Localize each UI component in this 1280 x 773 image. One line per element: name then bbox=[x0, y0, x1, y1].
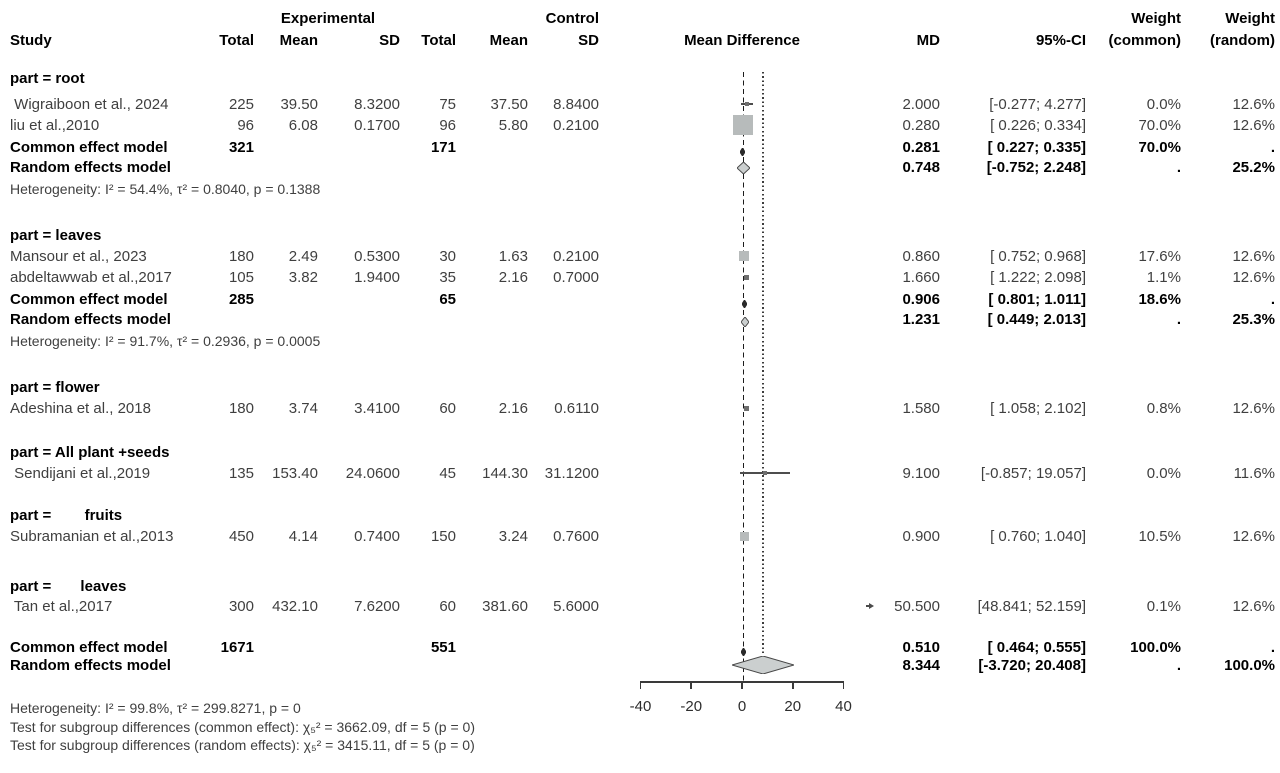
cell-etotal: 285 bbox=[228, 290, 254, 308]
heterogeneity-text: Heterogeneity: I² = 91.7%, τ² = 0.2936, p = 0.0005 bbox=[10, 332, 321, 349]
model-label: Common effect model bbox=[10, 638, 168, 656]
model-label: Random effects model bbox=[10, 656, 171, 674]
cell-wc: 10.5% bbox=[1138, 527, 1181, 545]
col-header-ctrl-mean: Mean bbox=[489, 32, 528, 49]
cell-md: 0.900 bbox=[902, 527, 940, 545]
cell-csd: 8.8400 bbox=[553, 95, 599, 113]
header-control: Control bbox=[545, 10, 599, 27]
study-row bbox=[0, 596, 1280, 617]
x-axis-tick-label: -40 bbox=[629, 698, 652, 715]
cell-md: 0.906 bbox=[902, 290, 940, 308]
summary-diamond bbox=[741, 314, 749, 324]
model-label: Random effects model bbox=[10, 158, 171, 176]
x-axis-tick-label: 40 bbox=[835, 698, 852, 715]
cell-ci: [-0.857; 19.057] bbox=[980, 464, 1086, 482]
cell-ctotal: 551 bbox=[430, 638, 456, 656]
cell-wr: 12.6% bbox=[1232, 399, 1275, 417]
cell-ctotal: 30 bbox=[439, 247, 456, 265]
group-label: part = leaves bbox=[10, 577, 127, 595]
cell-wr: 12.6% bbox=[1232, 268, 1275, 286]
cell-ctotal: 75 bbox=[439, 95, 456, 113]
cell-wc: 70.0% bbox=[1138, 116, 1181, 134]
heterogeneity-text: Heterogeneity: I² = 54.4%, τ² = 0.8040, p = 0.1388 bbox=[10, 180, 321, 197]
model-row bbox=[0, 309, 1280, 330]
study-name: Adeshina et al., 2018 bbox=[10, 399, 151, 417]
cell-md: 9.100 bbox=[902, 464, 940, 482]
cell-md: 0.860 bbox=[902, 247, 940, 265]
study-name: Wigraiboon et al., 2024 bbox=[10, 95, 169, 113]
col-header-weight-common: (common) bbox=[1108, 32, 1181, 49]
cell-ci: [ 0.227; 0.335] bbox=[987, 138, 1086, 156]
cell-md: 1.580 bbox=[902, 399, 940, 417]
col-header-ctrl-total: Total bbox=[421, 32, 456, 49]
x-axis-tick bbox=[640, 681, 642, 689]
cell-wr: 12.6% bbox=[1232, 95, 1275, 113]
study-row bbox=[0, 267, 1280, 288]
cell-esd: 8.3200 bbox=[354, 95, 400, 113]
cell-ctotal: 96 bbox=[439, 116, 456, 134]
study-name: Tan et al.,2017 bbox=[10, 597, 113, 615]
group-label: part = flower bbox=[10, 378, 100, 396]
cell-emean: 2.49 bbox=[288, 247, 318, 265]
study-weight-square bbox=[739, 251, 749, 261]
cell-ci: [48.841; 52.159] bbox=[977, 597, 1086, 615]
col-header-mean-difference: Mean Difference bbox=[684, 32, 800, 49]
cell-ci: [ 0.760; 1.040] bbox=[990, 527, 1086, 545]
cell-ci: [ 0.464; 0.555] bbox=[987, 638, 1086, 656]
cell-ci: [-3.720; 20.408] bbox=[978, 656, 1086, 674]
cell-etotal: 180 bbox=[228, 247, 254, 265]
cell-md: 1.660 bbox=[902, 268, 940, 286]
group-row bbox=[0, 442, 1280, 463]
heterogeneity-row bbox=[0, 179, 1280, 200]
cell-md: 0.510 bbox=[902, 638, 940, 656]
cell-md: 0.280 bbox=[902, 116, 940, 134]
x-axis-tick bbox=[843, 681, 845, 689]
model-row bbox=[0, 157, 1280, 178]
study-name: Subramanian et al.,2013 bbox=[10, 527, 174, 545]
cell-wc: 0.0% bbox=[1146, 95, 1181, 113]
group-label: part = All plant +seeds bbox=[10, 443, 170, 461]
cell-esd: 3.4100 bbox=[354, 399, 400, 417]
cell-ci: [-0.752; 2.248] bbox=[986, 158, 1086, 176]
cell-esd: 7.6200 bbox=[354, 597, 400, 615]
group-row bbox=[0, 68, 1280, 89]
study-row bbox=[0, 94, 1280, 115]
cell-esd: 0.1700 bbox=[354, 116, 400, 134]
cell-ci: [ 0.449; 2.013] bbox=[987, 310, 1086, 328]
group-row bbox=[0, 225, 1280, 246]
study-row bbox=[0, 463, 1280, 484]
cell-csd: 0.7600 bbox=[553, 527, 599, 545]
cell-cmean: 5.80 bbox=[498, 116, 528, 134]
study-weight-square bbox=[763, 471, 767, 475]
cell-esd: 1.9400 bbox=[354, 268, 400, 286]
group-row bbox=[0, 505, 1280, 526]
col-header-exp-total: Total bbox=[219, 32, 254, 49]
cell-cmean: 1.63 bbox=[498, 247, 528, 265]
overall-line-dotted bbox=[762, 72, 764, 677]
cell-ctotal: 60 bbox=[439, 597, 456, 615]
footnote-heterogeneity-overall: Heterogeneity: I² = 99.8%, τ² = 299.8271, p = 0 bbox=[10, 700, 301, 716]
study-name: Sendijani et al.,2019 bbox=[10, 464, 151, 482]
x-axis-tick bbox=[792, 681, 794, 689]
cell-wr: 12.6% bbox=[1232, 116, 1275, 134]
group-row bbox=[0, 377, 1280, 398]
col-header-ctrl-sd: SD bbox=[578, 32, 599, 49]
cell-wr: 100.0% bbox=[1224, 656, 1275, 674]
cell-wc: 0.0% bbox=[1146, 464, 1181, 482]
cell-wc: . bbox=[1176, 310, 1181, 328]
model-row bbox=[0, 655, 1280, 676]
x-axis-tick-label: 20 bbox=[784, 698, 802, 715]
col-header-ci: 95%-CI bbox=[1035, 32, 1086, 49]
cell-wr: . bbox=[1270, 638, 1275, 656]
header-weight-common-top: Weight bbox=[1131, 10, 1181, 27]
x-axis-tick bbox=[741, 681, 743, 689]
study-row bbox=[0, 115, 1280, 136]
cell-esd: 24.0600 bbox=[345, 464, 400, 482]
cell-csd: 0.7000 bbox=[553, 268, 599, 286]
cell-ci: [-0.277; 4.277] bbox=[989, 95, 1086, 113]
cell-wr: . bbox=[1270, 138, 1275, 156]
cell-esd: 0.5300 bbox=[354, 247, 400, 265]
model-label: Common effect model bbox=[10, 138, 168, 156]
cell-csd: 31.1200 bbox=[544, 464, 599, 482]
cell-ctotal: 171 bbox=[430, 138, 456, 156]
cell-wc: 0.8% bbox=[1146, 399, 1181, 417]
cell-md: 1.231 bbox=[902, 310, 940, 328]
cell-md: 8.344 bbox=[902, 656, 940, 674]
cell-etotal: 300 bbox=[228, 597, 254, 615]
cell-cmean: 3.24 bbox=[498, 527, 528, 545]
cell-wr: 12.6% bbox=[1232, 247, 1275, 265]
cell-ci: [ 0.801; 1.011] bbox=[988, 290, 1086, 308]
cell-csd: 0.2100 bbox=[553, 116, 599, 134]
cell-md: 0.281 bbox=[902, 138, 940, 156]
x-axis-tick-label: 0 bbox=[737, 698, 747, 715]
col-header-exp-sd: SD bbox=[379, 32, 400, 49]
cell-cmean: 381.60 bbox=[482, 597, 528, 615]
cell-md: 50.500 bbox=[894, 597, 940, 615]
study-weight-square bbox=[745, 102, 749, 106]
cell-ctotal: 150 bbox=[430, 527, 456, 545]
model-label: Random effects model bbox=[10, 310, 171, 328]
cell-emean: 6.08 bbox=[288, 116, 318, 134]
summary-diamond-small bbox=[740, 143, 745, 151]
cell-wr: . bbox=[1270, 290, 1275, 308]
header-experimental: Experimental bbox=[280, 10, 376, 27]
cell-csd: 5.6000 bbox=[553, 597, 599, 615]
cell-cmean: 2.16 bbox=[498, 399, 528, 417]
cell-emean: 3.74 bbox=[288, 399, 318, 417]
cell-wc: 1.1% bbox=[1146, 268, 1181, 286]
summary-diamond bbox=[737, 161, 750, 173]
cell-cmean: 2.16 bbox=[498, 268, 528, 286]
cell-etotal: 180 bbox=[228, 399, 254, 417]
cell-emean: 4.14 bbox=[288, 527, 318, 545]
summary-diamond bbox=[732, 656, 794, 674]
study-row bbox=[0, 398, 1280, 419]
cell-ctotal: 35 bbox=[439, 268, 456, 286]
study-weight-square bbox=[744, 406, 749, 411]
study-name: abdeltawwab et al.,2017 bbox=[10, 268, 172, 286]
cell-wc: 0.1% bbox=[1146, 597, 1181, 615]
cell-etotal: 1671 bbox=[220, 638, 254, 656]
cell-emean: 153.40 bbox=[272, 464, 318, 482]
cell-wc: . bbox=[1176, 158, 1181, 176]
cell-wr: 12.6% bbox=[1232, 527, 1275, 545]
x-axis-tick bbox=[690, 681, 692, 689]
cell-ctotal: 45 bbox=[439, 464, 456, 482]
model-row bbox=[0, 289, 1280, 310]
footnote-test-subgroup-random: Test for subgroup differences (random effects): χ₅² = 3415.11, df = 5 (p = 0) bbox=[10, 737, 475, 753]
group-label: part = leaves bbox=[10, 226, 102, 244]
cell-etotal: 105 bbox=[228, 268, 254, 286]
cell-md: 2.000 bbox=[902, 95, 940, 113]
cell-etotal: 135 bbox=[228, 464, 254, 482]
summary-diamond-small bbox=[741, 643, 746, 651]
cell-emean: 39.50 bbox=[280, 95, 318, 113]
study-row bbox=[0, 246, 1280, 267]
cell-ci: [ 1.222; 2.098] bbox=[990, 268, 1086, 286]
cell-esd: 0.7400 bbox=[354, 527, 400, 545]
study-name: Mansour et al., 2023 bbox=[10, 247, 147, 265]
group-label: part = fruits bbox=[10, 506, 123, 524]
cell-emean: 3.82 bbox=[288, 268, 318, 286]
cell-wr: 11.6% bbox=[1233, 464, 1275, 482]
cell-ci: [ 1.058; 2.102] bbox=[990, 399, 1086, 417]
footnote-test-subgroup-common: Test for subgroup differences (common effect): χ₅² = 3662.09, df = 5 (p = 0) bbox=[10, 719, 475, 735]
col-header-study: Study bbox=[10, 32, 52, 49]
cell-ctotal: 65 bbox=[439, 290, 456, 308]
heterogeneity-row bbox=[0, 331, 1280, 352]
cell-wc: . bbox=[1176, 656, 1181, 674]
cell-cmean: 37.50 bbox=[490, 95, 528, 113]
clipped-arrow-icon bbox=[869, 603, 874, 609]
cell-etotal: 225 bbox=[228, 95, 254, 113]
cell-wc: 70.0% bbox=[1138, 138, 1181, 156]
cell-wc: 100.0% bbox=[1130, 638, 1181, 656]
summary-diamond-small bbox=[742, 295, 747, 303]
study-name: liu et al.,2010 bbox=[10, 116, 100, 134]
cell-etotal: 96 bbox=[237, 116, 254, 134]
cell-emean: 432.10 bbox=[272, 597, 318, 615]
study-weight-square bbox=[740, 532, 749, 541]
cell-ci: [ 0.226; 0.334] bbox=[990, 116, 1086, 134]
cell-wc: 17.6% bbox=[1138, 247, 1181, 265]
study-weight-square bbox=[733, 115, 753, 135]
col-header-exp-mean: Mean bbox=[279, 32, 318, 49]
group-row bbox=[0, 576, 1280, 597]
col-header-md: MD bbox=[916, 32, 940, 49]
cell-wr: 12.6% bbox=[1232, 597, 1275, 615]
cell-csd: 0.6110 bbox=[554, 399, 599, 417]
study-weight-square bbox=[744, 275, 749, 280]
x-axis-tick-label: -20 bbox=[680, 698, 703, 715]
cell-ci: [ 0.752; 0.968] bbox=[990, 247, 1086, 265]
cell-wr: 25.2% bbox=[1232, 158, 1275, 176]
model-row bbox=[0, 137, 1280, 158]
study-row bbox=[0, 526, 1280, 547]
cell-wc: 18.6% bbox=[1138, 290, 1181, 308]
cell-etotal: 321 bbox=[228, 138, 254, 156]
model-label: Common effect model bbox=[10, 290, 168, 308]
cell-ctotal: 60 bbox=[439, 399, 456, 417]
cell-csd: 0.2100 bbox=[553, 247, 599, 265]
col-header-weight-random: (random) bbox=[1210, 32, 1275, 49]
cell-wr: 25.3% bbox=[1232, 310, 1275, 328]
header-weight-random-top: Weight bbox=[1225, 10, 1275, 27]
cell-cmean: 144.30 bbox=[482, 464, 528, 482]
cell-etotal: 450 bbox=[228, 527, 254, 545]
cell-md: 0.748 bbox=[902, 158, 940, 176]
group-label: part = root bbox=[10, 69, 85, 87]
